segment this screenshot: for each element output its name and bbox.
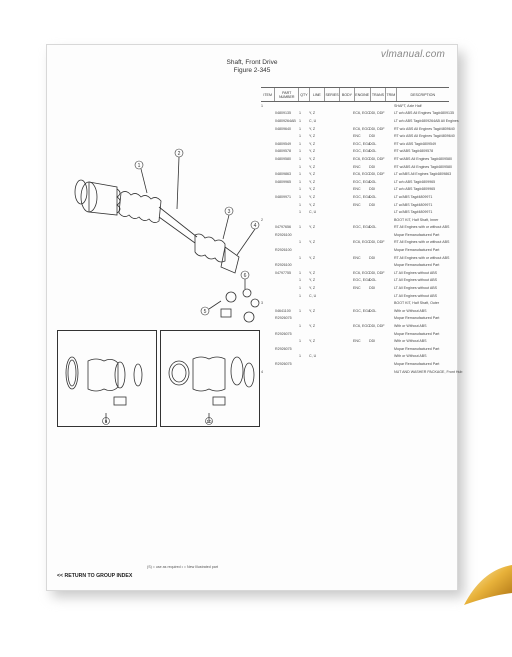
table-cell: LT All Engines without ABS (394, 286, 438, 291)
table-row (261, 155, 452, 163)
table-cell: 1 (299, 187, 301, 192)
table-cell: LT All Engines without ABS (394, 278, 438, 283)
table-row (261, 148, 449, 156)
table-cell: RT All Engines with or without ABS (394, 240, 450, 245)
header-cell: BODY (340, 88, 354, 101)
table-cell: Mopar Remanufactured Part (394, 263, 440, 268)
table-cell: DDI, DDF (369, 240, 385, 245)
table-cell: DDI, DDF (369, 324, 385, 329)
table-cell: DDI (369, 339, 376, 344)
table-cell: C, U (309, 354, 317, 359)
inner-boot-kit-drawing (57, 330, 157, 427)
table-row (261, 284, 449, 292)
table-row (261, 140, 449, 148)
table-cell: DDI (369, 134, 376, 139)
table-cell: 1 (299, 240, 301, 245)
table-cell: ENC (353, 134, 361, 139)
page-title (47, 59, 457, 75)
table-row (261, 254, 449, 262)
table-cell: Y, Z (309, 278, 316, 283)
table-cell: 1 (299, 126, 301, 131)
table-cell: Y, Z (309, 270, 316, 275)
table-cell: 2 (261, 217, 263, 222)
return-to-group-index-link[interactable]: << RETURN TO GROUP INDEX (57, 573, 133, 579)
table-cell: RT w/ABS All Engines Tag#4809580 (394, 156, 452, 161)
header-cell: TRIM (386, 88, 397, 101)
table-cell: 1 (299, 308, 301, 313)
table-cell: Y, Z (309, 187, 316, 192)
table-cell: 1 (299, 141, 301, 146)
table-cell: 1 (299, 286, 301, 291)
table-cell: DDI, DDF (369, 172, 385, 177)
table-row (261, 277, 449, 285)
table-cell: Mopar Remanufactured Part (394, 361, 440, 366)
table-cell: 1 (299, 194, 301, 199)
table-cell: LT w/ABS Tag#4809971 (394, 210, 433, 215)
table-row (261, 170, 452, 178)
table-cell: BOOT KIT, Half Shaft, Inner (394, 217, 439, 222)
table-cell: EC6, EGC (353, 324, 370, 329)
table-row (261, 178, 449, 186)
table-cell: DDI (369, 164, 376, 169)
table-cell: With or Without ABS (394, 324, 427, 329)
table-row (261, 360, 449, 368)
table-cell: 1 (299, 339, 301, 344)
table-cell: 04809965 (275, 179, 291, 184)
table-cell: Mopar Remanufactured Part (394, 331, 440, 336)
table-cell: 1 (299, 202, 301, 207)
table-row (261, 208, 449, 216)
table-cell: DGL (369, 179, 377, 184)
callout-5: 5 (203, 309, 207, 315)
table-row (261, 193, 449, 201)
table-cell: 1 (261, 103, 263, 108)
table-cell: 1 (299, 134, 301, 139)
table-cell: LT w/o ABS All Engines Tag#4809135 (394, 111, 454, 116)
table-cell: Mopar Remanufactured Part (394, 316, 440, 321)
table-cell: Y, Z (309, 308, 316, 313)
shaft-exploded-drawing (59, 97, 259, 327)
table-cell: LT w/o ABS Tag#4809965 (394, 179, 436, 184)
table-cell: Y, Z (309, 164, 316, 169)
table-cell: EC6, EGC (353, 270, 370, 275)
table-row (261, 186, 449, 194)
table-cell: 1 (299, 210, 301, 215)
table-row (261, 224, 449, 232)
table-row (261, 110, 454, 118)
table-header (261, 87, 449, 102)
table-cell: DGL (369, 149, 377, 154)
table-cell: C, U (309, 210, 317, 215)
table-cell: Y, Z (309, 156, 316, 161)
table-cell: EGC, EGA (353, 179, 371, 184)
table-cell: EGC, EGA (353, 141, 371, 146)
table-cell: LT All Engines without ABS (394, 270, 438, 275)
table-cell: Y, Z (309, 134, 316, 139)
table-row (261, 269, 449, 277)
table-row (261, 292, 449, 300)
table-cell: Mopar Remanufactured Part (394, 232, 440, 237)
table-cell: 1 (299, 354, 301, 359)
table-cell: DDI, DDF (369, 156, 385, 161)
callout-3: 3 (227, 209, 231, 215)
table-cell: EC6, EGC (353, 156, 370, 161)
table-row (261, 368, 463, 376)
table-cell: With or Without ABS (394, 354, 427, 359)
table-row (261, 246, 449, 254)
table-row (261, 117, 459, 125)
table-cell: 04809580 (275, 156, 291, 161)
table-cell: R2926075 (275, 361, 292, 366)
table-cell: 04809640 (275, 126, 291, 131)
footer-note: (S) = use as required • = New Illustrated part (147, 565, 218, 569)
table-cell: Y, Z (309, 149, 316, 154)
table-cell: EC6, EGC (353, 172, 370, 177)
table-cell: 1 (299, 111, 301, 116)
table-row (261, 163, 452, 171)
table-cell: 3 (261, 301, 263, 306)
table-cell: EGC, EGA (353, 278, 371, 283)
table-cell: LT w/ABS Tag#4809971 (394, 194, 433, 199)
table-cell: 1 (299, 118, 301, 123)
table-row (261, 315, 449, 323)
table-cell: Y, Z (309, 286, 316, 291)
title-line-2: Figure 2-345 (233, 67, 271, 74)
table-row (261, 102, 449, 110)
table-cell: 04809549 (275, 141, 291, 146)
table-cell: NUT AND WASHER PACKAGE, Front Hub (394, 369, 463, 374)
table-cell: ENC (353, 187, 361, 192)
table-row (261, 322, 449, 330)
table-cell: EC6, EGC (353, 111, 370, 116)
table-cell: DDI (369, 286, 376, 291)
callout-6: 6 (243, 273, 247, 279)
table-cell: DDI, DDF (369, 111, 385, 116)
table-cell: 1 (299, 255, 301, 260)
table-cell: 1 (299, 225, 301, 230)
table-cell: 04809135 (275, 111, 291, 116)
table-cell: Y, Z (309, 111, 316, 116)
table-row (261, 330, 449, 338)
header-cell: LINE (310, 88, 325, 101)
table-cell: 4 (261, 369, 263, 374)
table-cell: RT w/o ABS All Engines Tag#4809640 (394, 134, 455, 139)
outer-boot-kit-drawing (160, 330, 260, 427)
table-cell: DGL (369, 225, 377, 230)
table-row (261, 239, 449, 247)
table-cell: DDI (369, 187, 376, 192)
title-line-1: Shaft, Front Drive (226, 59, 278, 66)
table-cell: Y, Z (309, 179, 316, 184)
table-cell: ENC (353, 255, 361, 260)
table-cell: EGC, EGA (353, 194, 371, 199)
table-row (261, 201, 449, 209)
table-cell: ENC (353, 286, 361, 291)
table-cell: 04797656 (275, 225, 291, 230)
parts-table (261, 87, 463, 375)
table-cell: DDI, DDF (369, 270, 385, 275)
document-page (46, 44, 463, 591)
callout-right: 10 (206, 419, 212, 424)
table-row (261, 216, 449, 224)
table-cell: Y, Z (309, 141, 316, 146)
table-cell: SHAFT, Axle Half (394, 103, 422, 108)
table-cell: Y, Z (309, 255, 316, 260)
callout-4: 4 (253, 223, 257, 229)
table-cell: RT All Engines with or without ABS (394, 225, 450, 230)
table-row (261, 307, 449, 315)
table-cell: 1 (299, 156, 301, 161)
table-body (261, 102, 463, 375)
table-cell: R2926075 (275, 331, 292, 336)
table-cell: ENC (353, 164, 361, 169)
header-cell: SERIES (325, 88, 340, 101)
table-row (261, 299, 449, 307)
header-cell: PART NUMBER (275, 88, 299, 101)
table-cell: R2926100 (275, 263, 292, 268)
header-cell: QTY (299, 88, 310, 101)
table-cell: Y, Z (309, 126, 316, 131)
table-cell: Mopar Remanufactured Part (394, 248, 440, 253)
table-row (261, 132, 455, 140)
table-cell: DGL (369, 141, 377, 146)
table-row (261, 337, 449, 345)
header-cell: ENGINE (355, 88, 371, 101)
table-cell: 1 (299, 172, 301, 177)
table-cell: Y, Z (309, 194, 316, 199)
table-cell: Y, Z (309, 202, 316, 207)
site-watermark: vlmanual.com (380, 49, 445, 60)
table-cell: 04809971 (275, 194, 291, 199)
table-cell: EC6, EGC (353, 240, 370, 245)
table-cell: DDI (369, 202, 376, 207)
table-cell: EGC, EGA (353, 149, 371, 154)
table-cell: 04797755 (275, 270, 291, 275)
table-cell: LT All Engines without ABS (394, 293, 438, 298)
table-cell: LT w/o ABS Tag#4809965 (394, 187, 436, 192)
table-cell: RT w/ABS All Engines Tag#4809580 (394, 164, 452, 169)
table-cell: Mopar Remanufactured Part (394, 346, 440, 351)
callout-1: 1 (137, 163, 141, 169)
table-cell: 1 (299, 293, 301, 298)
table-cell: 1 (299, 278, 301, 283)
table-cell: Y, Z (309, 225, 316, 230)
table-cell: LT w/ABS All Engines Tag#4809863 (394, 172, 452, 177)
table-cell: With or Without ABS (394, 308, 427, 313)
table-cell: DGL (369, 308, 377, 313)
table-cell: 1 (299, 324, 301, 329)
table-row (261, 261, 449, 269)
table-cell: DDI (369, 255, 376, 260)
table-cell: RT w/ABS Tag#4809578 (394, 149, 434, 154)
table-cell: DDI, DDF (369, 126, 385, 131)
table-cell: DGL (369, 194, 377, 199)
table-cell: Y, Z (309, 240, 316, 245)
header-cell: ITEM (261, 88, 275, 101)
table-cell: 1 (299, 164, 301, 169)
table-cell: 1 (299, 149, 301, 154)
table-cell: 04809578 (275, 149, 291, 154)
table-cell: DGL (369, 278, 377, 283)
page-curl-decoration (432, 545, 512, 630)
table-cell: LT w/o ABS Tag#4809264AB All Engines (394, 118, 459, 123)
table-cell: EC6, EGC (353, 126, 370, 131)
table-cell: R2926075 (275, 316, 292, 321)
callout-left: 9 (104, 419, 108, 424)
table-cell: 04641100 (275, 308, 291, 313)
table-cell: R2926100 (275, 232, 292, 237)
table-row (261, 231, 449, 239)
callout-2: 2 (177, 151, 181, 157)
table-row (261, 345, 449, 353)
table-cell: 04809264AB (275, 118, 296, 123)
table-cell: C, U (309, 118, 317, 123)
table-cell: Y, Z (309, 172, 316, 177)
table-cell: Y, Z (309, 324, 316, 329)
table-cell: ENC (353, 339, 361, 344)
table-cell: With or Without ABS (394, 339, 427, 344)
table-cell: 1 (299, 179, 301, 184)
table-cell: 04809863 (275, 172, 291, 177)
table-cell: Y, Z (309, 339, 316, 344)
table-cell: LT w/ABS Tag#4809971 (394, 202, 433, 207)
table-cell: BOOT KIT, Half Shaft, Outer (394, 301, 440, 306)
table-cell: EGC, EGA (353, 308, 371, 313)
table-cell: R2926075 (275, 346, 292, 351)
table-cell: RT w/o ABS All Engines Tag#4809640 (394, 126, 455, 131)
table-cell: 1 (299, 270, 301, 275)
header-cell: TRANS (371, 88, 386, 101)
table-row (261, 353, 449, 361)
table-cell: ENC (353, 202, 361, 207)
table-cell: RT All Engines with or without ABS (394, 255, 450, 260)
table-row (261, 125, 455, 133)
table-cell: R2926100 (275, 248, 292, 253)
table-cell: RT w/o ABS Tag#4809549 (394, 141, 436, 146)
header-cell: DESCRIPTION (410, 92, 436, 97)
table-cell: EGC, EGA (353, 225, 371, 230)
table-cell: C, U (309, 293, 317, 298)
